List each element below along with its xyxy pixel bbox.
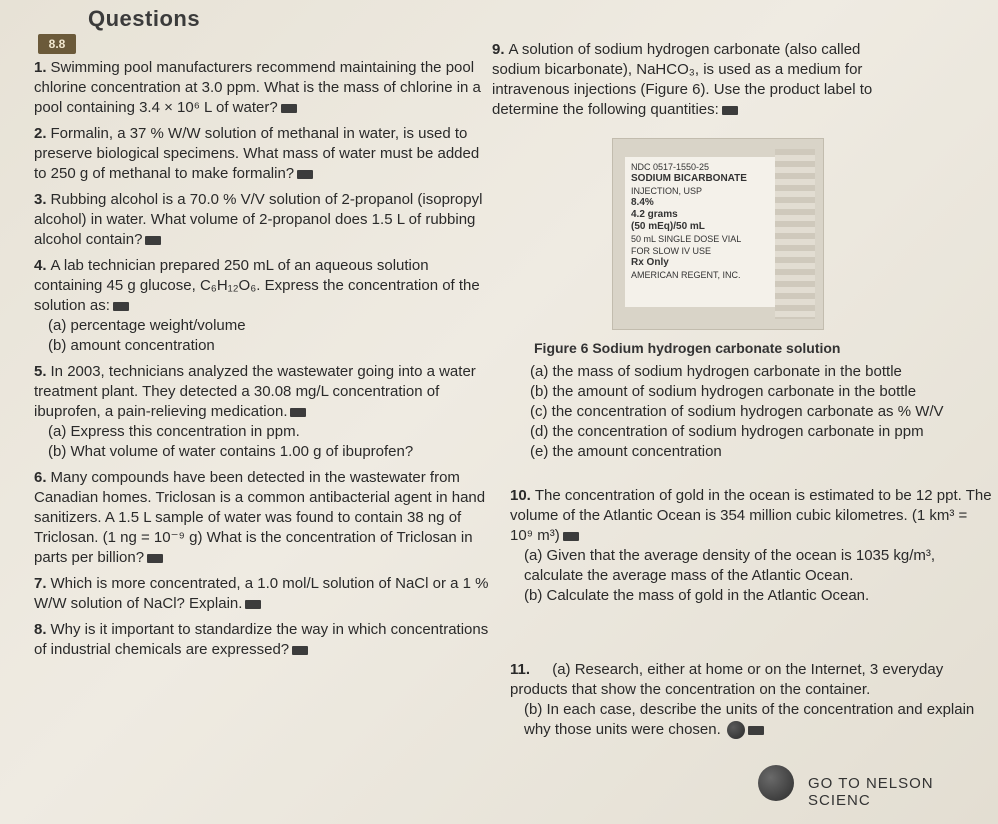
right-column — [492, 40, 992, 126]
label-maker: AMERICAN REGENT, INC. — [631, 270, 741, 280]
question-2 — [34, 124, 489, 184]
thinking-icon — [145, 236, 161, 245]
question-text: A solution of sodium hydrogen carbonate (also called sodium bicarbonate), NaHCO₃, is used as a medium for intravenous injections (Figure 6). Use the product label to determine the following quantities: — [492, 41, 873, 118]
question-text: In 2003, technicians analyzed the wastewater going into a water treatment plant. They detected a 30.08 mg/L concentration of ibuprofen, a pain-relieving medication. — [34, 363, 476, 420]
label-rx: Rx Only — [631, 257, 669, 268]
go-to-nelson-science-link[interactable]: GO TO NELSON SCIENC — [808, 775, 934, 809]
question-text: A lab technician prepared 250 mL of an aqueous solution containing 45 g glucose, C₆H₁₂O₆. Express the concentration of the solution as: — [34, 257, 480, 314]
question-number: 6. — [34, 469, 47, 486]
label-subtitle: INJECTION, USP — [631, 186, 703, 196]
thinking-icon — [297, 170, 313, 179]
globe-icon — [727, 721, 745, 739]
thinking-icon — [748, 726, 764, 735]
question-number: 3. — [34, 191, 47, 208]
question-number: 5. — [34, 363, 47, 380]
question-9b: (b) the amount of sodium hydrogen carbonate in the bottle — [530, 383, 917, 400]
label-volume: 50 mL SINGLE DOSE VIAL — [631, 234, 742, 244]
question-text: Why is it important to standardize the way in which concentrations of industrial chemicals are expressed? — [34, 621, 489, 658]
question-10a: (a) Given that the average density of the ocean is 1035 kg/m³, calculate the average mass of the Atlantic Ocean. — [524, 547, 936, 584]
question-number: 1. — [34, 59, 47, 76]
question-4 — [34, 256, 489, 356]
question-number: 11. — [510, 661, 531, 678]
thinking-icon — [113, 302, 129, 311]
label-use: FOR SLOW IV USE — [631, 246, 712, 256]
question-9-parts — [530, 362, 992, 462]
label-percent: 8.4% — [631, 197, 654, 208]
thinking-icon — [722, 106, 738, 115]
question-5a: (a) Express this concentration in ppm. — [48, 423, 300, 440]
question-number: 10. — [510, 487, 531, 504]
thinking-icon — [245, 600, 261, 609]
question-text: Rubbing alcohol is a 70.0 % V/V solution of 2-propanol (isopropyl alcohol) in water. What volume of 2-propanol does 1.5 L of rubbing alcohol contain? — [34, 191, 483, 248]
question-9 — [492, 40, 902, 120]
question-3 — [34, 190, 489, 250]
question-text: The concentration of gold in the ocean is estimated to be 12 ppt. The volume of the Atlantic Ocean is 354 million cubic kilometres. (1 km³ = 10⁹ m³) — [510, 487, 992, 544]
question-number: 7. — [34, 575, 47, 592]
label-ndc: NDC 0517-1550-25 — [631, 162, 710, 172]
question-9a: (a) the mass of sodium hydrogen carbonate in the bottle — [530, 363, 902, 380]
question-11a: (a) Research, either at home or on the Internet, 3 everyday products that show the concentration on the container. — [510, 661, 944, 698]
question-1 — [34, 58, 489, 118]
question-10b: (b) Calculate the mass of gold in the Atlantic Ocean. — [524, 587, 870, 604]
question-9d: (d) the concentration of sodium hydrogen carbonate in ppm — [530, 423, 924, 440]
thinking-icon — [563, 532, 579, 541]
vial-label — [625, 157, 775, 307]
question-number: 8. — [34, 621, 47, 638]
question-9c: (c) the concentration of sodium hydrogen carbonate as % W/V — [530, 403, 944, 420]
thinking-icon — [147, 554, 163, 563]
globe-icon — [758, 765, 794, 801]
thinking-icon — [281, 104, 297, 113]
section-header — [0, 0, 260, 55]
thinking-icon — [290, 408, 306, 417]
section-title: Questions — [88, 6, 201, 31]
question-4b: (b) amount concentration — [48, 337, 215, 354]
question-number: 2. — [34, 125, 47, 142]
question-text: Swimming pool manufacturers recommend maintaining the pool chlorine concentration at 3.0 ppm. What is the mass of chlorine in a pool containing 3.4 × 10⁶ L of water? — [34, 59, 481, 116]
label-meq: (50 mEq)/50 mL — [631, 221, 705, 232]
question-text: Many compounds have been detected in the wastewater from Canadian homes. Triclosan is a common antibacterial agent in hand sanitizers. A 1.5 L sample of water was found to contain 38 ng of Triclosan. (1 ng = 10⁻⁹ g) What is the concentration of Triclosan in parts per billion? — [34, 469, 486, 566]
question-number: 4. — [34, 257, 47, 274]
question-8 — [34, 620, 489, 660]
left-column — [34, 58, 489, 666]
question-5b: (b) What volume of water contains 1.00 g of ibuprofen? — [48, 443, 414, 460]
question-9e: (e) the amount concentration — [530, 443, 722, 460]
question-4a: (a) percentage weight/volume — [48, 317, 246, 334]
question-5 — [34, 362, 489, 462]
label-product-name: SODIUM BICARBONATE — [631, 173, 747, 184]
question-10 — [510, 486, 992, 606]
label-side-text — [775, 149, 815, 319]
question-text: Formalin, a 37 % W/W solution of methanal in water, is used to preserve biological specimens. What mass of water must be added to 250 g of methanal to make formalin? — [34, 125, 480, 182]
question-number: 9. — [492, 41, 505, 58]
section-number-badge: 8.8 — [38, 34, 76, 54]
thinking-icon — [292, 646, 308, 655]
figure-caption: Figure 6 Sodium hydrogen carbonate solution — [534, 340, 841, 356]
question-6 — [34, 468, 489, 568]
question-7 — [34, 574, 489, 614]
question-11 — [510, 660, 992, 740]
figure-6-product-label — [612, 138, 824, 330]
question-11b: (b) In each case, describe the units of the concentration and explain why those units were chosen. — [524, 701, 975, 738]
label-grams: 4.2 grams — [631, 209, 678, 220]
question-text: Which is more concentrated, a 1.0 mol/L solution of NaCl or a 1 % W/W solution of NaCl? Explain. — [34, 575, 489, 612]
